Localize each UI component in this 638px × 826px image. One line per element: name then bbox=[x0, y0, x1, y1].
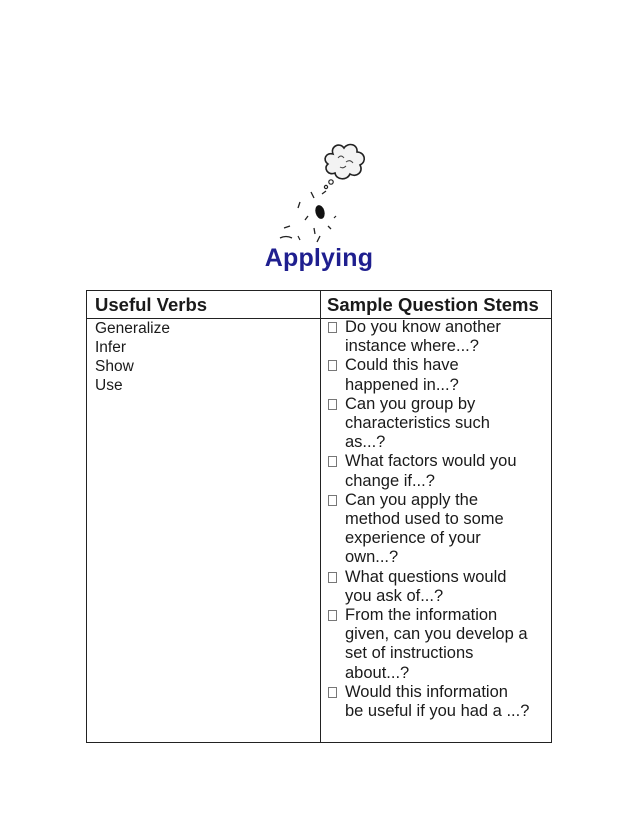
verb-item: Infer bbox=[95, 339, 127, 356]
stem-text: Can you group by characteristics such as...? bbox=[345, 394, 490, 452]
verbs-list bbox=[95, 319, 170, 395]
checkbox-bullet-icon bbox=[328, 610, 337, 621]
checkbox-bullet-icon bbox=[328, 456, 337, 467]
question-stems-list bbox=[328, 318, 548, 721]
stem-text: Could this have happened in...? bbox=[345, 356, 459, 394]
column-divider bbox=[320, 291, 321, 742]
stem-item bbox=[328, 395, 548, 453]
checkbox-bullet-icon bbox=[328, 399, 337, 410]
thinking-figure-icon bbox=[270, 140, 380, 252]
stem-text: Do you know another instance where...? bbox=[345, 318, 501, 356]
stem-item bbox=[328, 356, 548, 394]
applying-table bbox=[86, 290, 552, 743]
verb-item: Show bbox=[95, 358, 134, 375]
stem-item bbox=[328, 452, 548, 490]
verb-item: Generalize bbox=[95, 320, 170, 337]
stem-text: Can you apply the method used to some experience of your own...? bbox=[345, 490, 504, 567]
stem-item bbox=[328, 568, 548, 606]
verb-item: Use bbox=[95, 377, 123, 394]
checkbox-bullet-icon bbox=[328, 572, 337, 583]
checkbox-bullet-icon bbox=[328, 687, 337, 698]
stem-item bbox=[328, 318, 548, 356]
stem-text: From the information given, can you develop a set of instructions about...? bbox=[345, 606, 528, 682]
checkbox-bullet-icon bbox=[328, 495, 337, 506]
stem-text: What questions would you ask of...? bbox=[345, 567, 507, 605]
header-useful-verbs: Useful Verbs bbox=[95, 294, 208, 315]
stem-item bbox=[328, 606, 548, 683]
checkbox-bullet-icon bbox=[328, 322, 337, 333]
page-title: Applying bbox=[264, 244, 374, 272]
stem-item bbox=[328, 491, 548, 568]
checkbox-bullet-icon bbox=[328, 360, 337, 371]
stem-text: What factors would you change if...? bbox=[345, 452, 517, 490]
stem-item bbox=[328, 683, 548, 721]
header-sample-question-stems: Sample Question Stems bbox=[327, 294, 539, 315]
stem-text: Would this information be useful if you had a ...? bbox=[345, 682, 530, 721]
